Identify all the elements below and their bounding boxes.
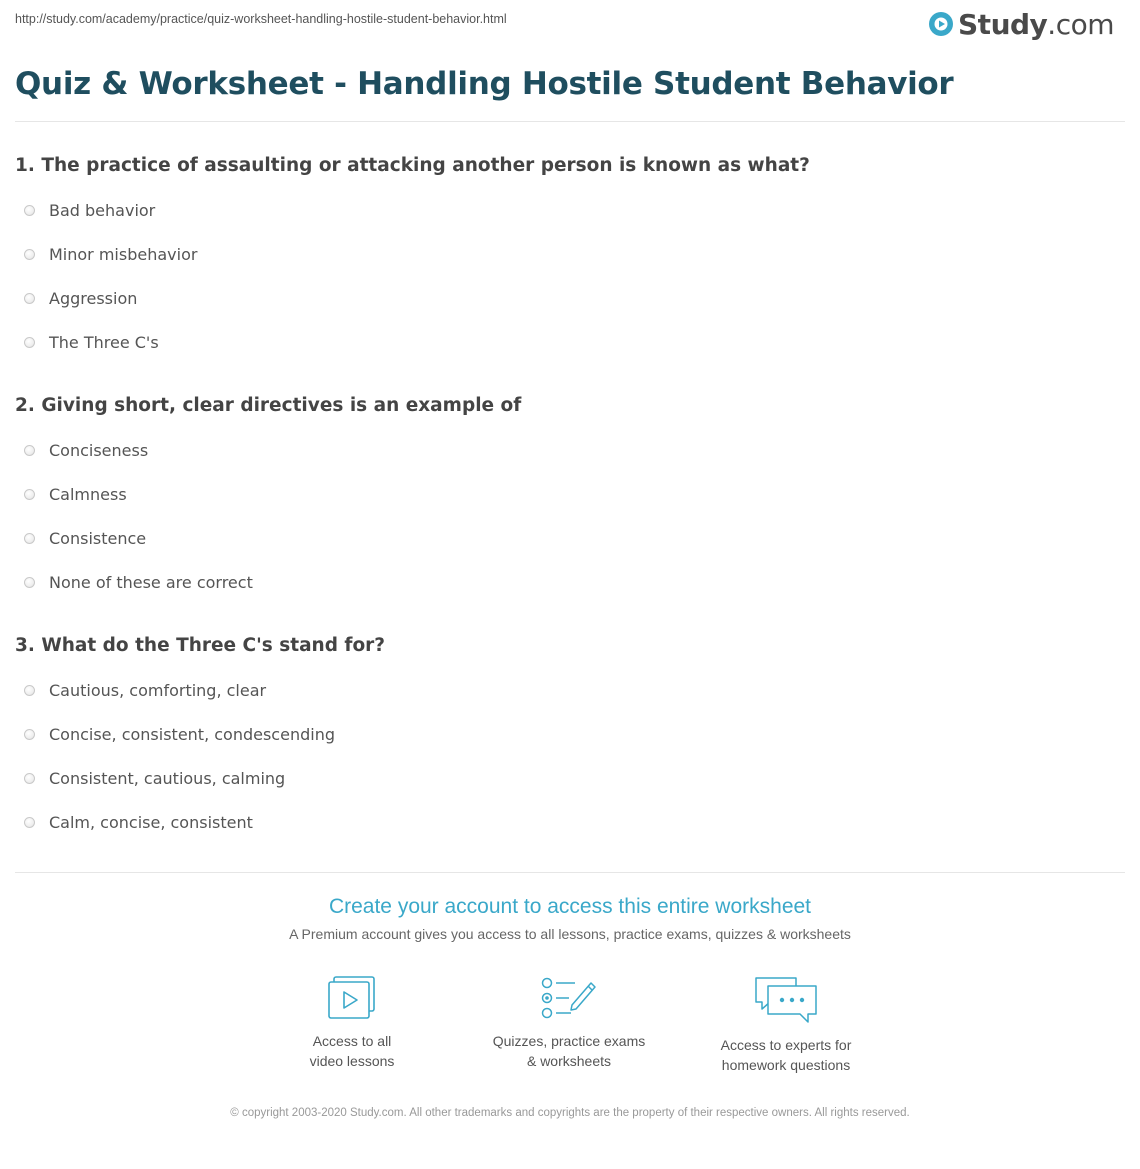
radio-button[interactable] — [24, 685, 35, 696]
option-q1-a[interactable] — [24, 200, 155, 220]
logo-text: Study — [958, 7, 1048, 41]
option-label: Calmness — [49, 484, 127, 504]
option-q2-c[interactable] — [24, 528, 146, 548]
title-divider — [15, 121, 1125, 122]
feature-experts — [686, 975, 886, 1075]
option-label: Minor misbehavior — [49, 244, 198, 264]
option-label: Concise, consistent, condescending — [49, 724, 335, 744]
radio-button[interactable] — [24, 533, 35, 544]
option-label: Consistence — [49, 528, 147, 548]
chat-experts-icon — [754, 975, 818, 1025]
option-label: Conciseness — [49, 440, 149, 460]
video-lessons-icon — [326, 975, 378, 1021]
radio-button[interactable] — [24, 817, 35, 828]
option-label: The Three C's — [49, 332, 159, 352]
quiz-checklist-icon — [541, 975, 597, 1021]
radio-button[interactable] — [24, 445, 35, 456]
option-q3-a[interactable] — [24, 680, 266, 700]
option-label: Consistent, cautious, calming — [49, 768, 286, 788]
option-label: Cautious, comforting, clear — [49, 680, 267, 700]
create-account-link[interactable]: Create your account to access this entire worksheet — [328, 895, 812, 918]
option-q1-d[interactable] — [24, 332, 159, 352]
option-label: Bad behavior — [49, 200, 156, 220]
option-label: Calm, concise, consistent — [49, 812, 253, 832]
question-1: 1. The practice of assaulting or attacking another person is known as what? — [15, 155, 810, 176]
option-label: None of these are correct — [49, 572, 253, 592]
cta-subtitle: A Premium account gives you access to all lessons, practice exams, quizzes & worksheets — [289, 926, 851, 942]
study-logo[interactable] — [928, 6, 1114, 42]
feature-label: Quizzes, practice exams & worksheets — [492, 1033, 646, 1069]
radio-button[interactable] — [24, 773, 35, 784]
radio-button[interactable] — [24, 489, 35, 500]
option-q2-a[interactable] — [24, 440, 148, 460]
question-3: 3. What do the Three C's stand for? — [15, 635, 386, 656]
radio-button[interactable] — [24, 249, 35, 260]
play-logo-icon — [928, 11, 954, 37]
page-title: Quiz & Worksheet - Handling Hostile Student Behavior — [15, 66, 954, 102]
radio-button[interactable] — [24, 577, 35, 588]
radio-button[interactable] — [24, 337, 35, 348]
option-q2-b[interactable] — [24, 484, 127, 504]
section-divider — [15, 872, 1125, 873]
option-q1-b[interactable] — [24, 244, 197, 264]
feature-video-lessons — [252, 975, 452, 1071]
option-label: Aggression — [49, 288, 138, 308]
option-q1-c[interactable] — [24, 288, 137, 308]
feature-label: Access to all video lessons — [309, 1033, 395, 1069]
feature-quizzes — [469, 975, 669, 1071]
option-q2-d[interactable] — [24, 572, 253, 592]
feature-label: Access to experts for homework questions — [720, 1037, 852, 1073]
option-q3-c[interactable] — [24, 768, 285, 788]
radio-button[interactable] — [24, 293, 35, 304]
radio-button[interactable] — [24, 729, 35, 740]
copyright-notice: © copyright 2003-2020 Study.com. All other trademarks and copyrights are the property of their respective owners. All rights reserved. — [230, 1107, 910, 1119]
option-q3-b[interactable] — [24, 724, 335, 744]
logo-suffix: .com — [1047, 7, 1114, 41]
radio-button[interactable] — [24, 205, 35, 216]
page-url: http://study.com/academy/practice/quiz-worksheet-handling-hostile-student-behavior.html — [15, 12, 507, 26]
question-2: 2. Giving short, clear directives is an example of — [15, 395, 522, 416]
option-q3-d[interactable] — [24, 812, 253, 832]
